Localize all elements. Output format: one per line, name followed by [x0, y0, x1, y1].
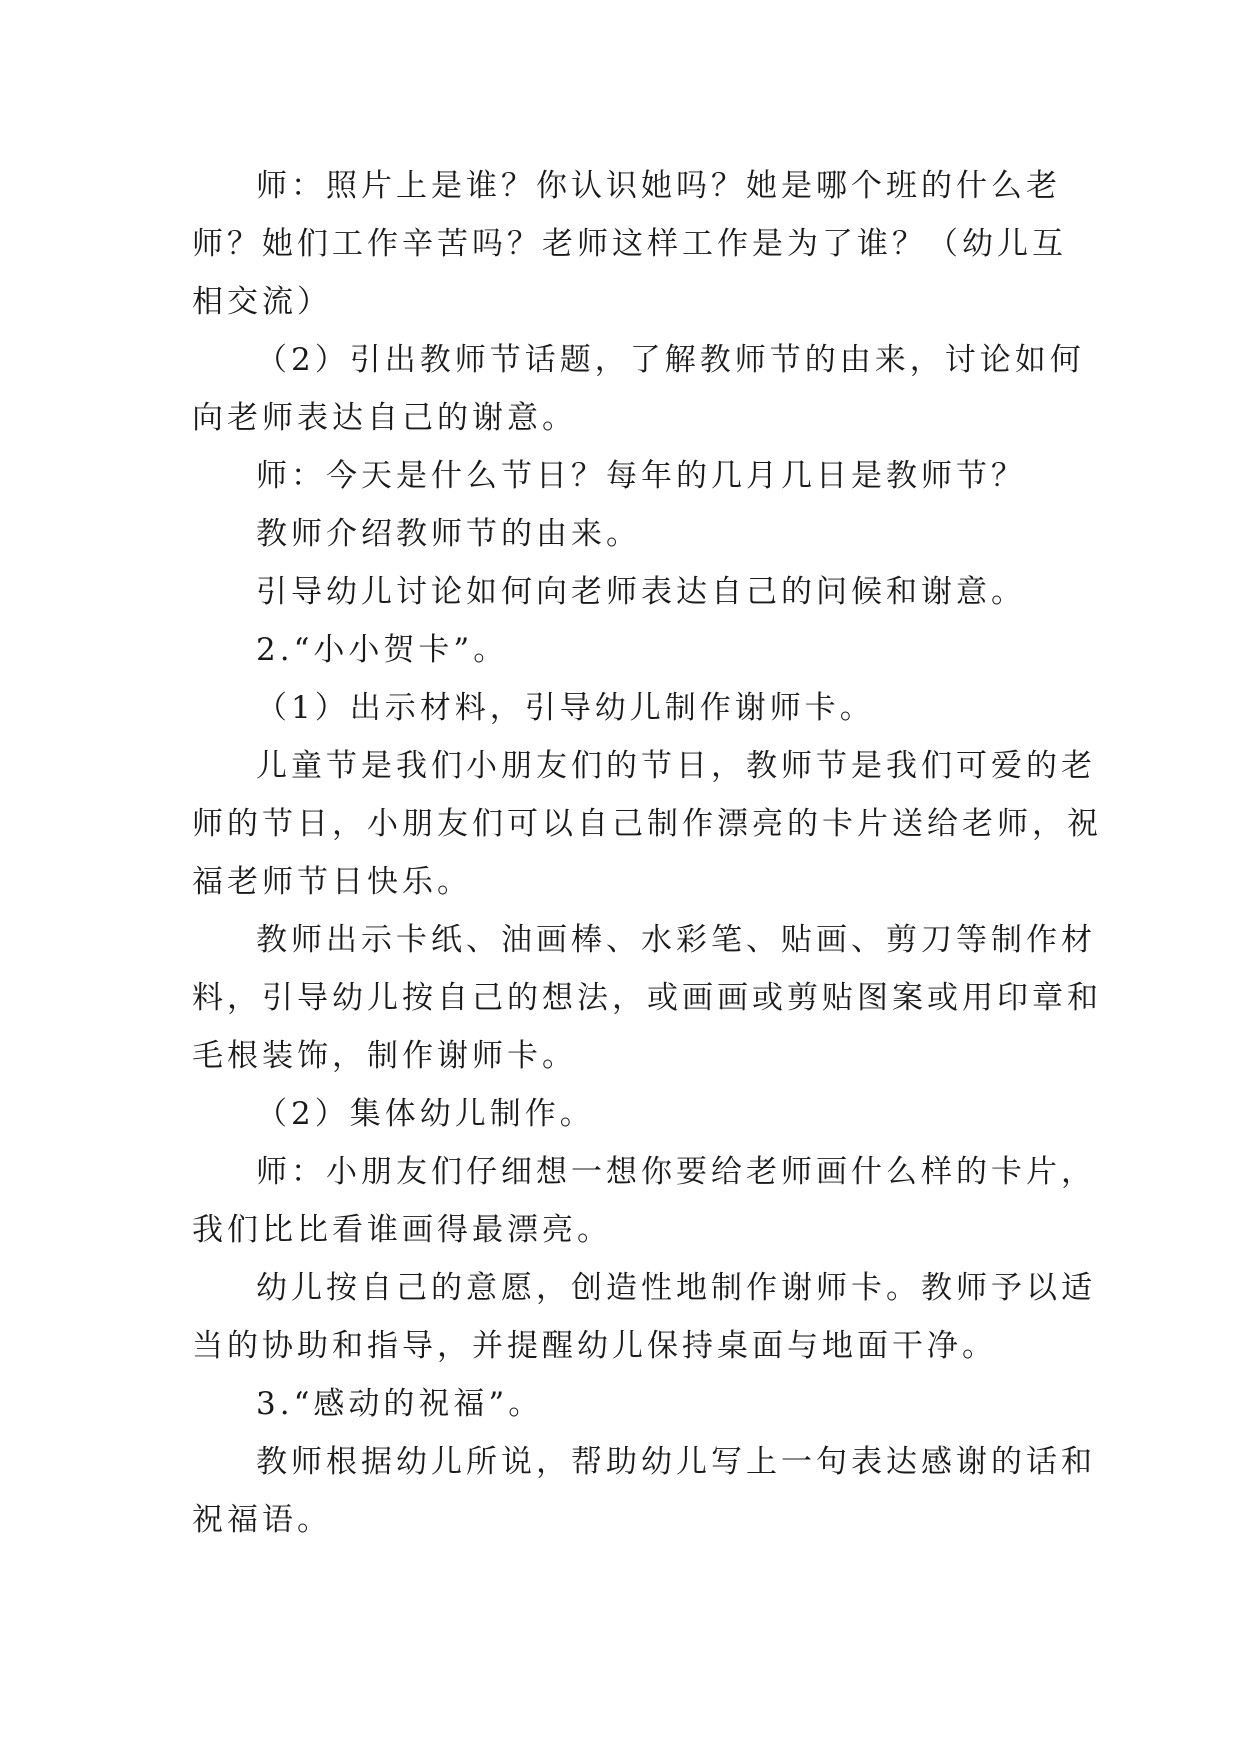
text-line: （2）引出教师节话题，了解教师节的由来，讨论如何: [256, 342, 1085, 378]
text-line: 师：照片上是谁？你认识她吗？她是哪个班的什么老: [256, 168, 1061, 204]
section-heading: [192, 1375, 1054, 1433]
text-line: （1）出示材料，引导幼儿制作谢师卡。: [256, 690, 875, 726]
paragraph: [192, 563, 1054, 621]
text-line: 2.“小小贺卡”。: [256, 632, 509, 668]
text-line: 教师根据幼儿所说，帮助幼儿写上一句表达感谢的话和: [256, 1444, 1096, 1480]
paragraph: [192, 447, 1054, 505]
text-line: 幼儿按自己的意愿，创造性地制作谢师卡。教师予以适: [256, 1270, 1096, 1306]
text-line: 师的节日，小朋友们可以自己制作漂亮的卡片送给老师，祝: [192, 806, 1102, 842]
paragraph: [192, 1433, 1096, 1549]
paragraph: [192, 911, 1102, 1085]
document-body: [192, 157, 1102, 1549]
text-line: 当的协助和指导，并提醒幼儿保持桌面与地面干净。: [192, 1328, 997, 1364]
text-line: 向老师表达自己的谢意。: [192, 400, 577, 436]
paragraph: [192, 679, 1054, 737]
text-line: 相交流）: [192, 284, 332, 320]
text-line: 毛根装饰，制作谢师卡。: [192, 1038, 577, 1074]
paragraph: [192, 1143, 1096, 1259]
paragraph: [192, 1259, 1096, 1375]
paragraph: [192, 737, 1102, 911]
text-line: 儿童节是我们小朋友们的节日，教师节是我们可爱的老: [256, 748, 1096, 784]
paragraph: [192, 331, 1085, 447]
text-line: （2）集体幼儿制作。: [256, 1096, 595, 1132]
paragraph: [192, 1085, 1054, 1143]
section-heading: [192, 621, 1054, 679]
text-line: 教师出示卡纸、油画棒、水彩笔、贴画、剪刀等制作材: [256, 922, 1096, 958]
text-line: 师：小朋友们仔细想一想你要给老师画什么样的卡片，: [256, 1154, 1096, 1190]
paragraph: [192, 505, 1054, 563]
text-line: 福老师节日快乐。: [192, 864, 472, 900]
text-line: 教师介绍教师节的由来。: [256, 516, 641, 552]
text-line: 3.“感动的祝福”。: [256, 1386, 544, 1422]
text-line: 师？她们工作辛苦吗？老师这样工作是为了谁？（幼儿互: [192, 226, 1067, 262]
text-line: 师：今天是什么节日？每年的几月几日是教师节？: [256, 458, 1026, 494]
text-line: 料，引导幼儿按自己的想法，或画画或剪贴图案或用印章和: [192, 980, 1102, 1016]
text-line: 祝福语。: [192, 1502, 332, 1538]
text-line: 我们比比看谁画得最漂亮。: [192, 1212, 612, 1248]
paragraph: [192, 157, 1067, 331]
text-line: 引导幼儿讨论如何向老师表达自己的问候和谢意。: [256, 574, 1026, 610]
